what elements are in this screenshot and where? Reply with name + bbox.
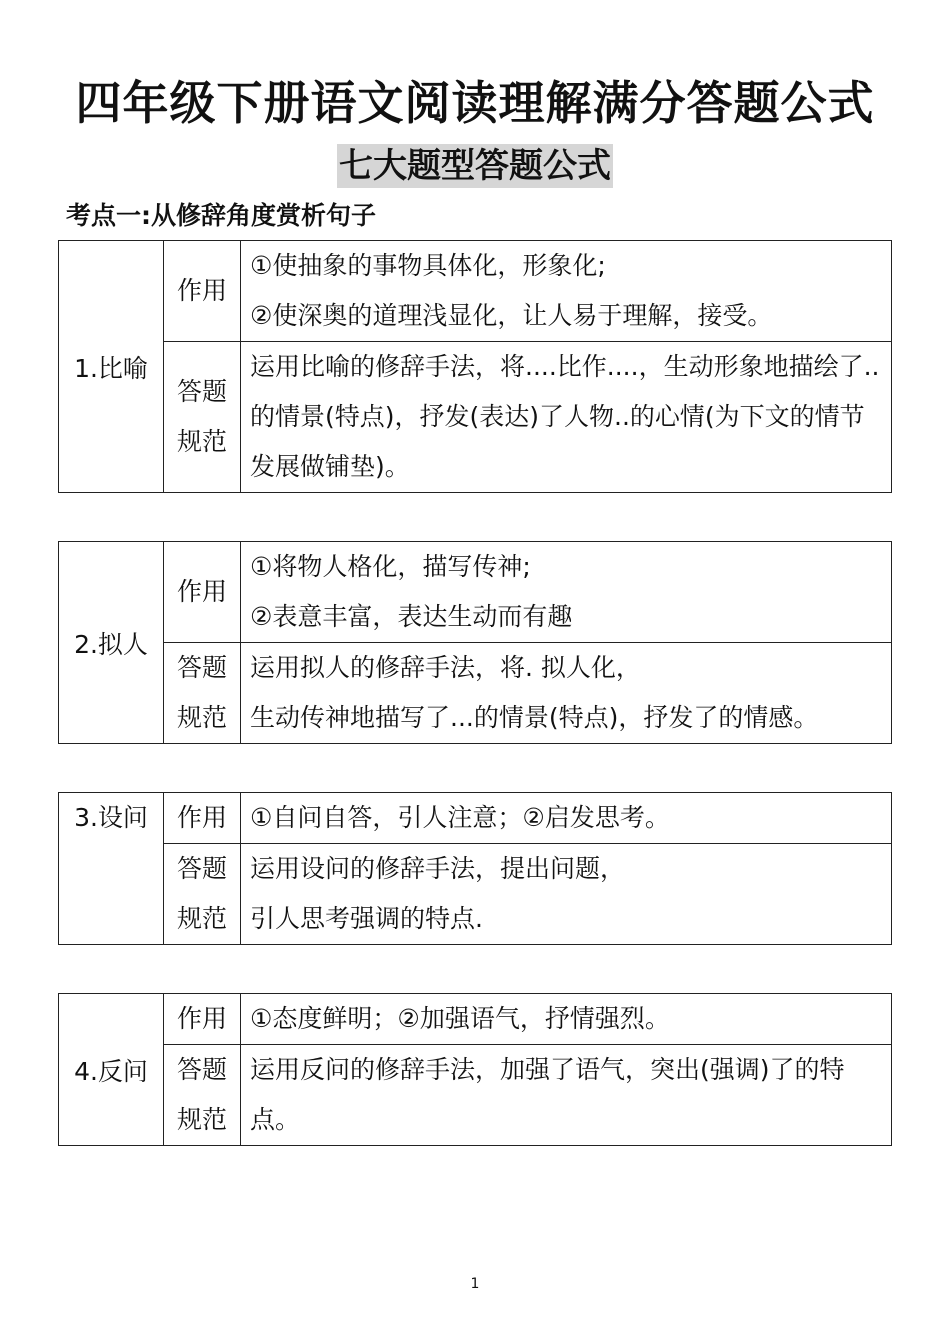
effect-label: 作用	[164, 994, 241, 1045]
section-heading: 考点一:从修辞角度赏析句子	[66, 201, 376, 230]
answer-label	[164, 643, 241, 744]
rhetoric-table-personification	[58, 541, 892, 744]
effect-label: 作用	[164, 542, 241, 643]
rhetoric-table-counter-question	[58, 993, 892, 1146]
answer-line: 生动传神地描写了...的情景(特点)，抒发了的情感。	[250, 703, 819, 732]
answer-label-line: 规范	[176, 1105, 227, 1134]
page-title: 四年级下册语文阅读理解满分答题公式	[75, 76, 875, 130]
answer-label	[164, 342, 241, 493]
effect-line: ①使抽象的事物具体化，形象化;	[250, 251, 606, 280]
answer-label-line: 规范	[176, 427, 227, 456]
answer-label-line: 答题	[176, 854, 227, 883]
answer-line: 运用拟人的修辞手法，将. 拟人化，	[250, 653, 641, 682]
effect-content: ①态度鲜明；②加强语气，抒情强烈。	[241, 994, 892, 1045]
answer-label	[164, 844, 241, 945]
answer-label	[164, 1045, 241, 1146]
answer-content	[241, 342, 892, 493]
effect-content: ①自问自答，引人注意；②启发思考。	[241, 793, 892, 844]
answer-label-line: 规范	[176, 703, 227, 732]
page-number: 1	[470, 1276, 480, 1292]
effect-label: 作用	[164, 793, 241, 844]
answer-text: 运用比喻的修辞手法，将....比作....，生动形象地描绘了..的情景(特点)，抒发(表达)了人物..的心情(为下文的情节发展做铺垫)。	[250, 352, 880, 481]
subtitle-container	[0, 144, 950, 188]
rhetoric-table-rhetorical-question	[58, 792, 892, 945]
answer-content	[241, 643, 892, 744]
rhetoric-table-metaphor	[58, 240, 892, 493]
answer-label-line: 规范	[176, 904, 227, 933]
answer-line: 引人思考强调的特点.	[250, 904, 483, 933]
effect-line: ①将物人格化，描写传神;	[250, 552, 531, 581]
effect-label: 作用	[164, 241, 241, 342]
answer-line: 运用设问的修辞手法，提出问题，	[250, 854, 626, 883]
answer-content	[241, 844, 892, 945]
effect-line: ②表意丰富，表达生动而有趣	[250, 602, 573, 631]
answer-label-line: 答题	[176, 653, 227, 682]
answer-label-line: 答题	[176, 1055, 227, 1084]
rhetoric-name: 4.反问	[59, 994, 164, 1146]
rhetoric-name: 3.设问	[59, 793, 164, 945]
effect-content	[241, 241, 892, 342]
subtitle: 七大题型答题公式	[339, 146, 611, 186]
answer-text: 运用反问的修辞手法，加强了语气，突出(强调)了的特点。	[250, 1055, 845, 1134]
answer-label-line: 答题	[176, 377, 227, 406]
rhetoric-name: 2.拟人	[59, 542, 164, 744]
rhetoric-name: 1.比喻	[59, 241, 164, 493]
effect-content	[241, 542, 892, 643]
answer-content	[241, 1045, 892, 1146]
effect-line: ②使深奥的道理浅显化，让人易于理解，接受。	[250, 301, 773, 330]
